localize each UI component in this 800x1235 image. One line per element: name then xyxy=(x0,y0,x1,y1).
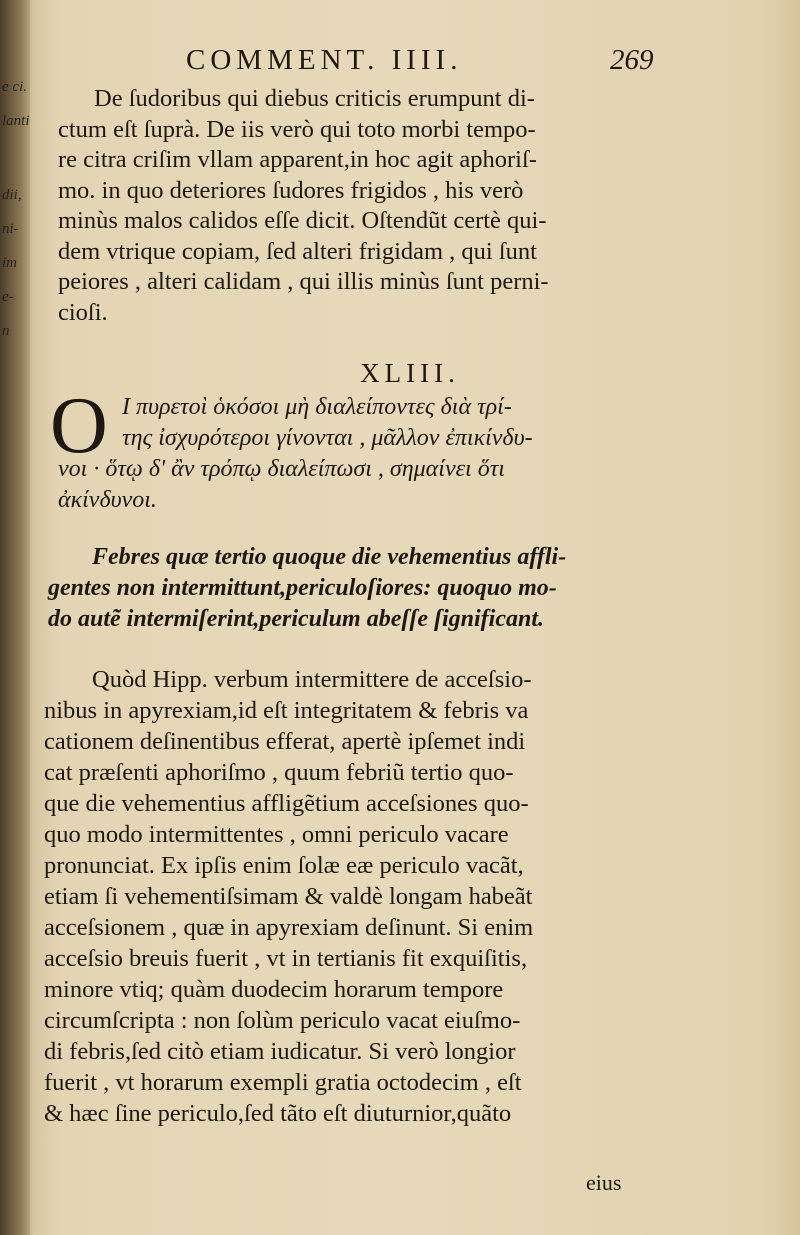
text-line: De ſudoribus qui diebus criticis erumpunt di- xyxy=(94,85,535,112)
margin-fragment: dii, xyxy=(2,187,22,203)
text-line: pronunciat. Ex ipſis enim ſolæ eæ periculo vacãt, xyxy=(44,852,524,879)
margin-fragment: n xyxy=(2,323,10,339)
greek-line: της ἰσχυρότεροι γίνονται , μᾶλλον ἐπικίνδυ- xyxy=(122,425,533,451)
text-line: re citra criſim vllam apparent,in hoc agit aphoriſ- xyxy=(58,146,537,173)
running-title: COMMENT. IIII. xyxy=(186,44,463,76)
text-line: quo modo intermittentes , omni periculo vacare xyxy=(44,821,509,848)
intro-paragraph xyxy=(44,84,654,328)
catchword: eius xyxy=(586,1170,622,1195)
text-line: di febris,ſed citò etiam iudicatur. Si verò longior xyxy=(44,1038,516,1065)
greek-line: Ι πυρετοὶ ὁκόσοι μὴ διαλείποντες διὰ τρί- xyxy=(122,394,512,420)
text-line: cationem deſinentibus efferat, apertè ipſemet indi xyxy=(44,728,526,755)
page-number: 269 xyxy=(610,44,654,76)
greek-aphorism xyxy=(44,382,654,516)
text-line: circumſcripta : non ſolùm periculo vacat eiuſmo- xyxy=(44,1007,521,1034)
greek-line: ἀκίνδυνοι. xyxy=(58,487,157,513)
text-line: fuerit , vt horarum exempli gratia octodecim , eſt xyxy=(44,1069,522,1096)
margin-fragment: im xyxy=(2,255,17,271)
aphorism-number: XLIII. xyxy=(360,358,460,388)
text-line: cat præſenti aphoriſmo , quum febriũ tertio quo- xyxy=(44,759,514,786)
text-line: minore vtiq; quàm duodecim horarum tempore xyxy=(44,976,504,1003)
commentary-paragraph xyxy=(44,664,654,1129)
drop-cap: O xyxy=(50,382,108,470)
text-line: cioſi. xyxy=(58,298,108,326)
text-line: minùs malos calidos eſſe dicit. Oſtendũt certè qui- xyxy=(58,207,547,234)
text-line: peiores , alteri calidam , qui illis minùs ſunt perni- xyxy=(58,268,549,295)
translation-line: Febres quæ tertio quoque die vehementius affli- xyxy=(92,544,567,570)
margin-fragment: e ci. xyxy=(2,79,27,95)
margin-fragment: e- xyxy=(2,289,14,305)
margin-fragment: ni- xyxy=(2,221,19,237)
text-line: acceſsionem , quæ in apyrexiam deſinunt. Si enim xyxy=(44,914,534,941)
text-line: ctum eſt ſuprà. De iis verò qui toto morbi tempo- xyxy=(58,115,536,143)
margin-fragment: lanti xyxy=(2,113,30,129)
translation-line: do autẽ intermiſerint,periculum abeſſe ſignificant. xyxy=(48,606,544,632)
previous-page-margin-fragments xyxy=(2,70,32,348)
text-line: Quòd Hipp. verbum intermittere de acceſsio- xyxy=(92,666,532,693)
text-line: que die vehementius affligẽtium acceſsiones quo- xyxy=(44,790,529,817)
text-line: mo. in quo deteriores ſudores frigidos , his verò xyxy=(58,176,524,204)
greek-line: νοι · ὅτῳ δ' ἂν τρόπῳ διαλείπωσι , σημαίνει ὅτι xyxy=(58,456,505,482)
latin-translation xyxy=(44,542,654,635)
page-header xyxy=(0,40,800,80)
text-line: acceſsio breuis fuerit , vt in tertianis fit exquiſitis, xyxy=(44,945,528,972)
text-line: dem vtrique copiam, ſed alteri frigidam , qui ſunt xyxy=(58,237,537,265)
text-line: & hæc ſine periculo,ſed tãto eſt diuturnior,quãto xyxy=(44,1100,512,1127)
text-line: etiam ſi vehementiſsimam & valdè longam habeãt xyxy=(44,883,533,910)
translation-line: gentes non intermittunt,periculoſiores: quoquo mo- xyxy=(48,575,557,601)
text-line: nibus in apyrexiam,id eſt integritatem & febris va xyxy=(44,697,529,724)
